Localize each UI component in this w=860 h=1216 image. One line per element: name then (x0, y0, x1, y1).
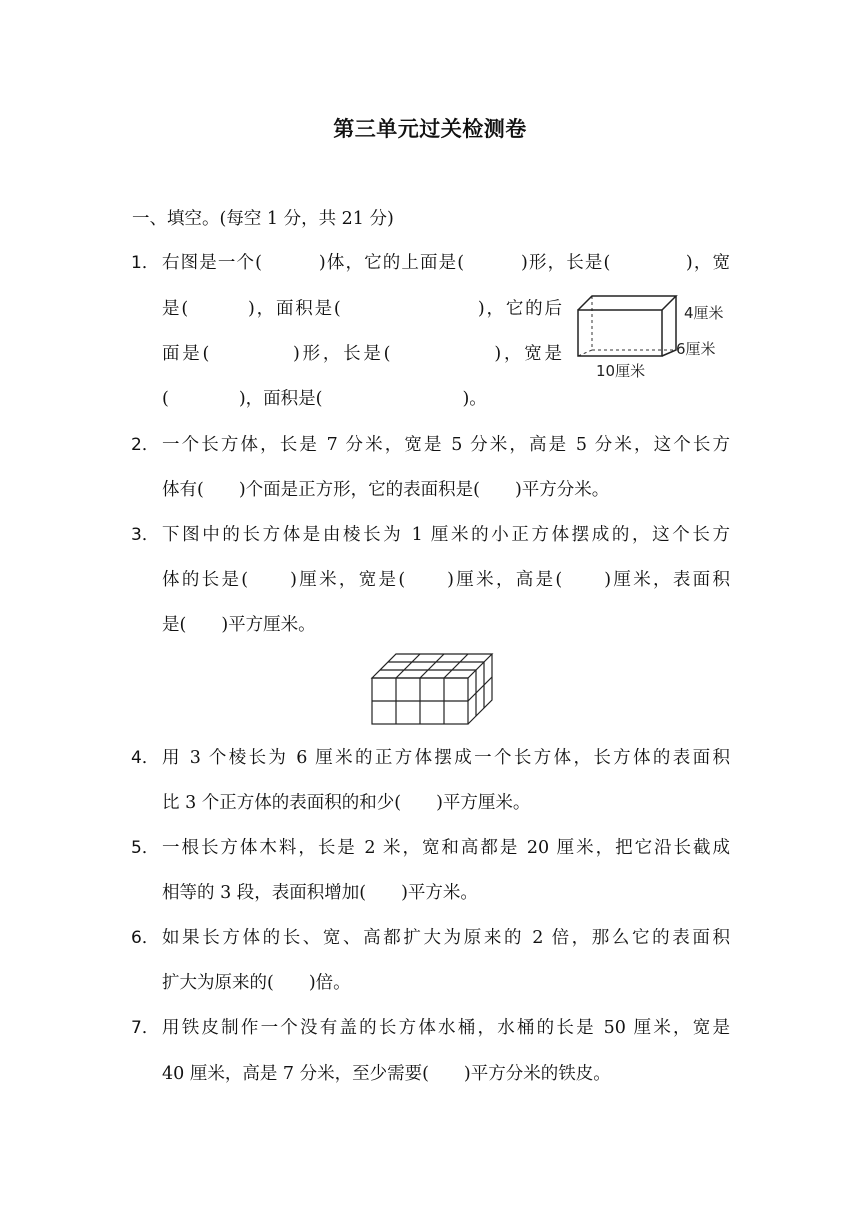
question-2-line-2: 体有( )个面是正方形，它的表面积是( )平方分米。 (162, 480, 610, 500)
figure-label-height: 4厘米 (684, 304, 724, 322)
question-3-line-3: 是( )平方厘米。 (162, 615, 316, 635)
question-6-number: 6． (131, 928, 159, 948)
figure-label-length: 10厘米 (596, 362, 646, 380)
question-1-line-1: 右图是一个( )体，它的上面是( )形，长是( )，宽 (162, 253, 730, 273)
question-1-line-2: 是( )，面积是( )，它的后 (162, 299, 562, 319)
question-4-line-2: 比 3 个正方体的表面积的和少( )平方厘米。 (162, 793, 531, 813)
question-3-line-2: 体的长是( )厘米，宽是( )厘米，高是( )厘米，表面积 (162, 570, 730, 590)
question-3-line-1: 下图中的长方体是由棱长为 1 厘米的小正方体摆成的，这个长方 (162, 525, 730, 545)
figure-label-depth: 6厘米 (676, 340, 716, 358)
section-heading: 一、填空。(每空 1 分，共 21 分) (132, 209, 394, 229)
question-6-line-1: 如果长方体的长、宽、高都扩大为原来的 2 倍，那么它的表面积 (162, 928, 730, 948)
page-title: 第三单元过关检测卷 (333, 117, 527, 141)
question-5-line-1: 一根长方体木料，长是 2 米，宽和高都是 20 厘米，把它沿长截成 (162, 838, 730, 858)
question-4-line-1: 用 3 个棱长为 6 厘米的正方体摆成一个长方体，长方体的表面积 (162, 748, 730, 768)
question-5-line-2: 相等的 3 段，表面积增加( )平方米。 (162, 883, 478, 903)
cuboid-figure (570, 288, 740, 388)
cube-stack-figure (370, 652, 494, 728)
question-1-line-4: ( )，面积是( )。 (162, 389, 487, 409)
question-7-line-2: 40 厘米，高是 7 分米，至少需要( )平方分米的铁皮。 (162, 1064, 611, 1084)
question-5-number: 5． (131, 838, 159, 858)
question-7-number: 7． (131, 1018, 159, 1038)
question-3-number: 3． (131, 525, 159, 545)
question-7-line-1: 用铁皮制作一个没有盖的长方体水桶，水桶的长是 50 厘米，宽是 (162, 1018, 730, 1038)
question-2-number: 2． (131, 435, 159, 455)
question-6-line-2: 扩大为原来的( )倍。 (162, 973, 351, 993)
question-1-line-3: 面是( )形，长是( )，宽是 (162, 344, 562, 364)
question-2-line-1: 一个长方体，长是 7 分米，宽是 5 分米，高是 5 分米，这个长方 (162, 435, 730, 455)
question-1-number: 1． (131, 253, 159, 273)
question-4-number: 4． (131, 748, 159, 768)
